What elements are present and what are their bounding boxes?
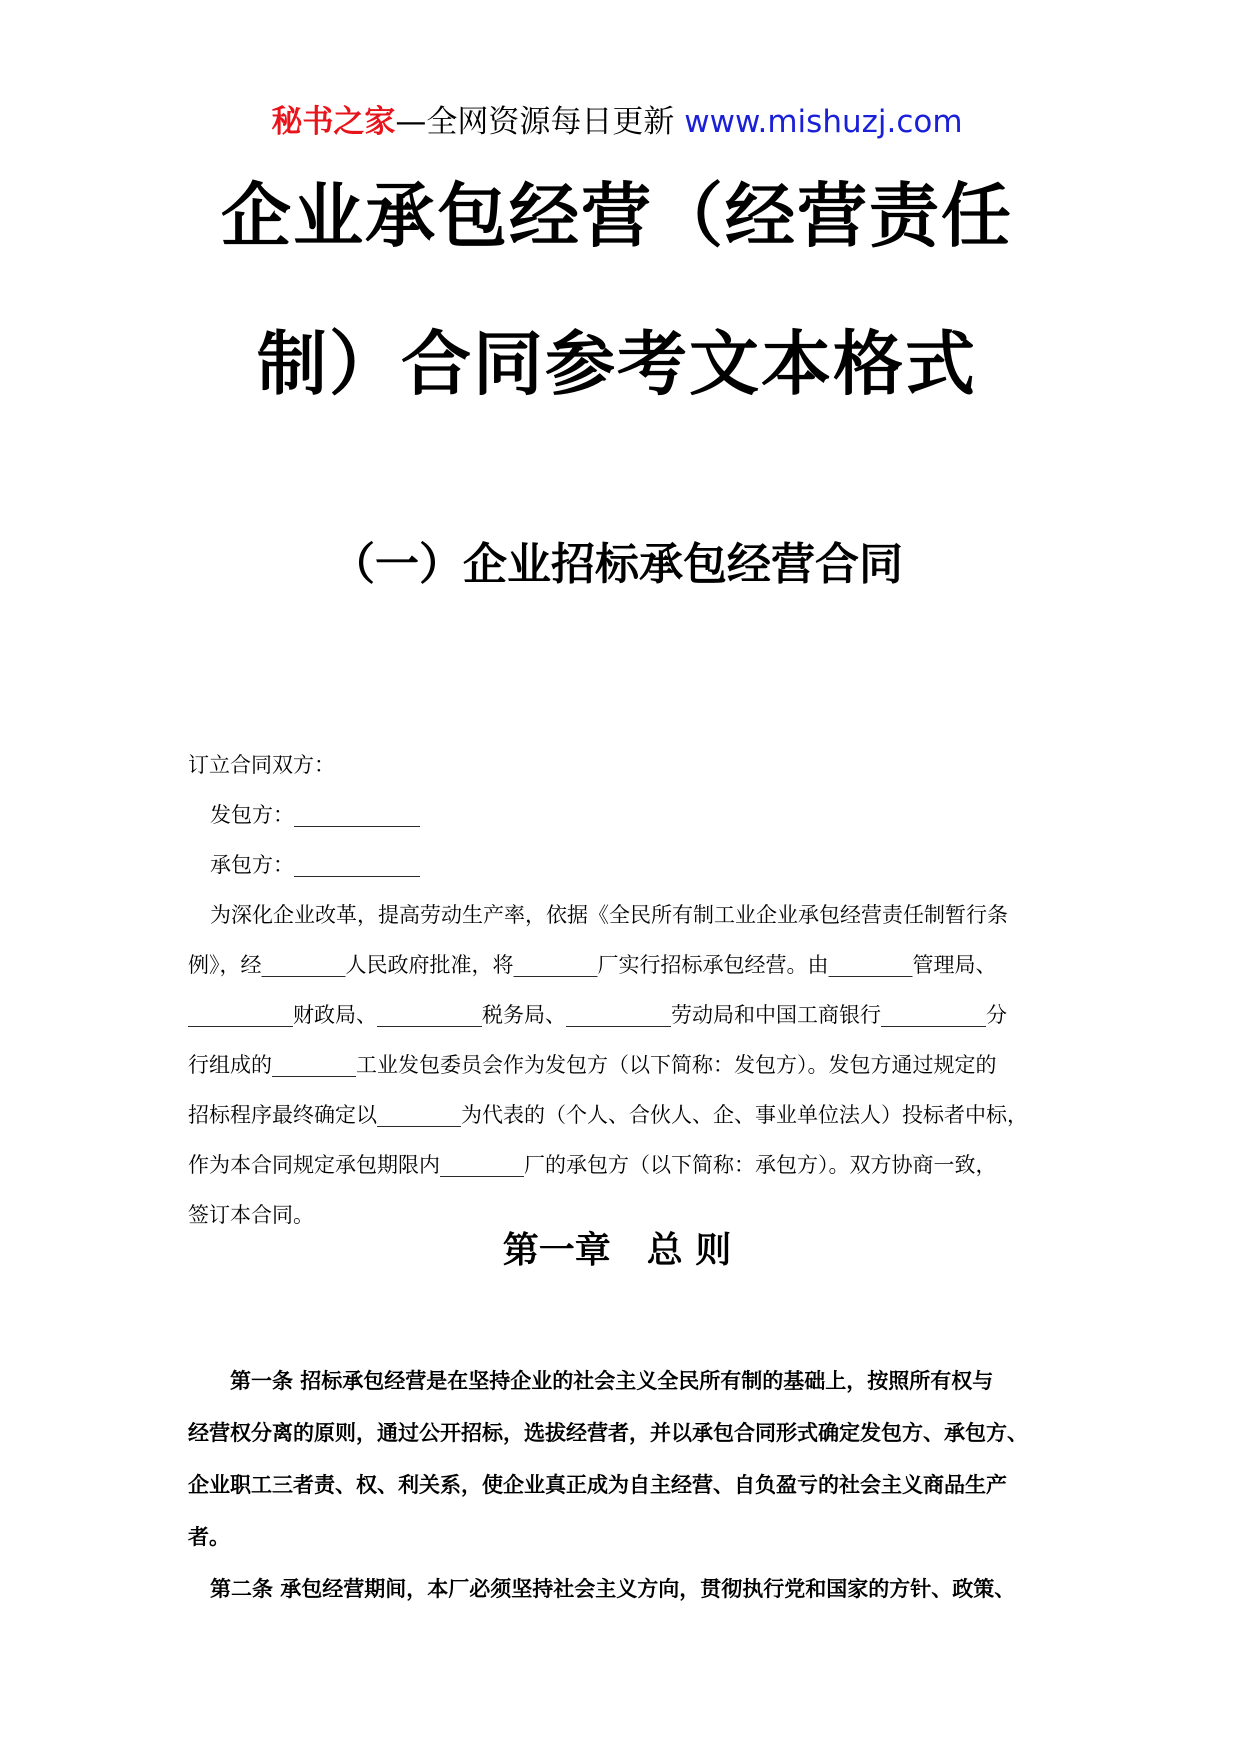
preamble-line: 签订本合同。	[188, 1203, 314, 1227]
preamble-line: __________财政局、__________税务局、__________劳动局和中国工商银行__________分	[188, 1003, 1007, 1027]
article-line: 经营权分离的原则，通过公开招标，选拔经营者，并以承包合同形式确定发包方、承包方、	[188, 1420, 1028, 1445]
parties-block	[188, 740, 1068, 890]
article-line: 企业职工三者责、权、利关系，使企业真正成为自主经营、自负盈亏的社会主义商品生产	[188, 1472, 1007, 1497]
section-subtitle: （一）企业招标承包经营合同	[331, 539, 903, 590]
document-title-line-1: 企业承包经营（经营责任	[221, 175, 1013, 257]
article-1	[188, 1355, 1068, 1563]
document-title-line-2: 制）合同参考文本格式	[257, 323, 977, 405]
article-line: 第一条 招标承包经营是在坚持企业的社会主义全民所有制的基础上，按照所有权与	[230, 1368, 994, 1393]
parties-intro: 订立合同双方：	[188, 753, 335, 777]
header-slogan: —全网资源每日更新	[395, 104, 685, 140]
article-line: 者。	[188, 1524, 230, 1549]
site-header	[0, 102, 1234, 142]
preamble-line: 招标程序最终确定以________为代表的（个人、合伙人、企、事业单位法人）投标者中标，	[188, 1103, 1028, 1127]
contractor-line: 承包方：____________	[210, 853, 420, 877]
preamble-line: 作为本合同规定承包期限内________厂的承包方（以下简称：承包方）。双方协商一致，	[188, 1153, 997, 1177]
article-2	[188, 1563, 1068, 1615]
brand-name: 秘书之家	[271, 104, 396, 140]
chapter-heading: 第一章 总 则	[502, 1230, 732, 1271]
preamble-line: 例》，经________人民政府批准，将________厂实行招标承包经营。由________管理局、	[188, 953, 997, 977]
employer-line: 发包方：____________	[210, 803, 420, 827]
preamble-line: 为深化企业改革，提高劳动生产率，依据《全民所有制工业企业承包经营责任制暂行条	[210, 903, 1008, 927]
site-url-link[interactable]: www.mishuzj.com	[684, 104, 963, 140]
preamble-paragraph	[188, 890, 1068, 1240]
preamble-line: 行组成的________工业发包委员会作为发包方（以下简称：发包方）。发包方通过规定的	[188, 1053, 997, 1077]
article-line: 第二条 承包经营期间，本厂必须坚持社会主义方向，贯彻执行党和国家的方针、政策、	[210, 1576, 1016, 1601]
